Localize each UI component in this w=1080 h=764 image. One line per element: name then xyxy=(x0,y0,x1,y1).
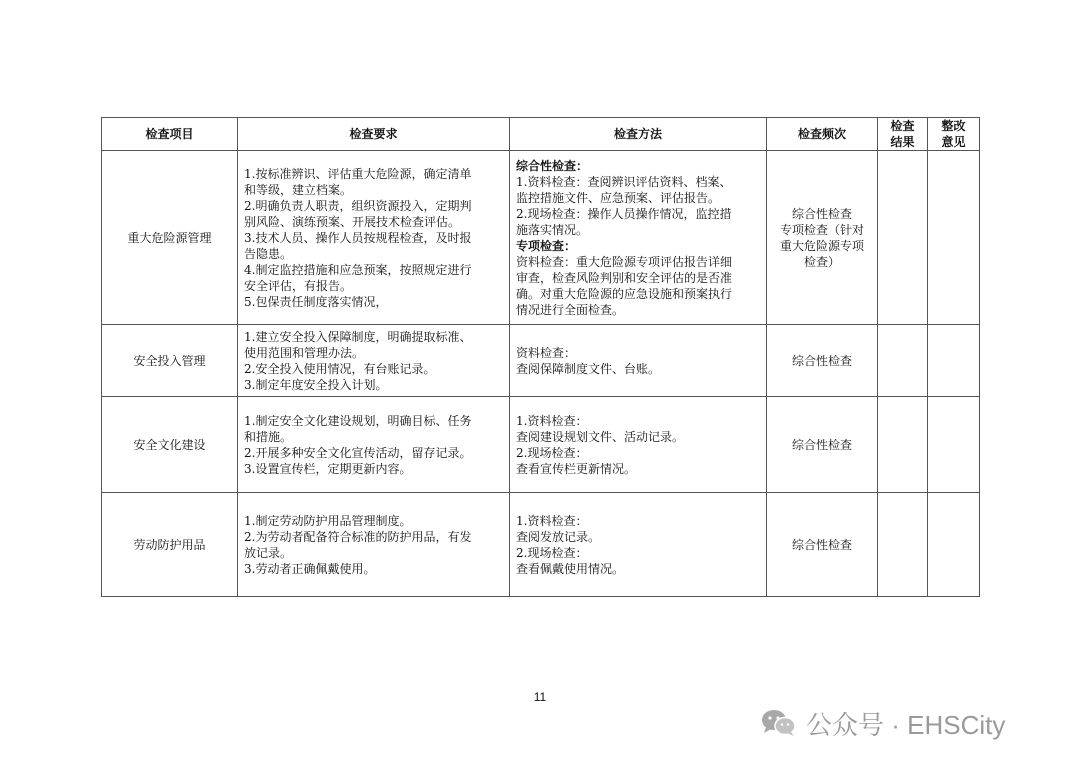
item-cell: 劳动防护用品 xyxy=(102,493,238,597)
method-line: 综合性检查： xyxy=(516,158,589,173)
method-line: 1.资料检查： xyxy=(516,513,588,528)
table-row xyxy=(102,325,980,397)
opinion-cell xyxy=(928,151,980,325)
requirement-line: 3.劳动者正确佩戴使用。 xyxy=(244,561,376,576)
method-cell xyxy=(510,151,767,325)
method-line: 1.资料检查： xyxy=(516,413,588,428)
opinion-cell xyxy=(928,493,980,597)
method-line: 确。对重大危险源的应急设施和预案执行 xyxy=(516,286,733,301)
method-line: 审查，检查风险判别和安全评估的是否准 xyxy=(516,270,733,285)
requirement-cell xyxy=(238,397,510,493)
header-row xyxy=(102,118,980,151)
requirement-line: 使用范围和管理办法。 xyxy=(244,345,365,360)
method-line: 查看宣传栏更新情况。 xyxy=(516,461,637,476)
page-number: 11 xyxy=(533,690,547,704)
requirement-line: 1.按标准辨识、评估重大危险源，确定清单 xyxy=(244,166,472,181)
method-line: 2.现场检查： xyxy=(516,545,588,560)
method-line: 情况进行全面检查。 xyxy=(516,302,625,317)
table-row xyxy=(102,493,980,597)
requirement-line: 放记录。 xyxy=(244,545,293,560)
header-result-line2: 结果 xyxy=(890,135,915,149)
requirement-line: 2.明确负责人职责，组织资源投入，定期判 xyxy=(244,198,472,213)
frequency-line: 专项检查（针对 xyxy=(779,222,864,237)
frequency-line: 检查） xyxy=(803,254,840,269)
method-cell xyxy=(510,397,767,493)
method-line: 施落实情况。 xyxy=(516,222,589,237)
opinion-cell xyxy=(928,397,980,493)
frequency-line: 综合性检查 xyxy=(791,206,852,221)
requirement-line: 1.制定劳动防护用品管理制度。 xyxy=(244,513,412,528)
requirement-cell xyxy=(238,325,510,397)
method-line: 1.资料检查：查阅辨识评估资料、档案、 xyxy=(516,174,732,189)
requirement-cell xyxy=(238,493,510,597)
table-row xyxy=(102,397,980,493)
requirement-line: 3.设置宣传栏，定期更新内容。 xyxy=(244,461,412,476)
frequency-cell xyxy=(767,493,878,597)
requirement-line: 2.安全投入使用情况，有台账记录。 xyxy=(244,361,436,376)
item-cell: 安全投入管理 xyxy=(102,325,238,397)
requirement-line: 和等级，建立档案。 xyxy=(244,182,353,197)
requirement-line: 别风险、演练预案、开展技术检查评估。 xyxy=(244,214,461,229)
requirement-line: 2.为劳动者配备符合标准的防护用品，有发 xyxy=(244,529,472,544)
method-line: 查阅发放记录。 xyxy=(516,529,601,544)
result-cell xyxy=(878,151,928,325)
frequency-line: 综合性检查 xyxy=(791,437,852,452)
header-result xyxy=(878,118,928,151)
requirement-line: 和措施。 xyxy=(244,429,293,444)
method-cell xyxy=(510,325,767,397)
requirement-line: 告隐患。 xyxy=(244,246,293,261)
watermark-text: 公众号 · EHSCity xyxy=(806,709,1006,740)
requirement-line: 1.制定安全文化建设规划，明确目标、任务 xyxy=(244,413,472,428)
method-cell xyxy=(510,493,767,597)
frequency-line: 综合性检查 xyxy=(791,537,852,552)
opinion-cell xyxy=(928,325,980,397)
requirement-cell xyxy=(238,151,510,325)
requirement-line: 安全评估，有报告。 xyxy=(244,278,353,293)
result-cell xyxy=(878,397,928,493)
result-cell xyxy=(878,493,928,597)
inspection-table xyxy=(101,117,980,597)
header-frequency: 检查频次 xyxy=(767,118,878,151)
header-result-line1: 检查 xyxy=(890,119,915,133)
requirement-line: 2.开展多种安全文化宣传活动，留存记录。 xyxy=(244,445,472,460)
table-row xyxy=(102,151,980,325)
method-line: 2.现场检查：操作人员操作情况，监控措 xyxy=(516,206,732,221)
header-opinion-line1: 整改 xyxy=(941,119,966,133)
requirement-line: 4.制定监控措施和应急预案，按照规定进行 xyxy=(244,262,472,277)
item-cell: 安全文化建设 xyxy=(102,397,238,493)
header-method: 检查方法 xyxy=(510,118,767,151)
frequency-cell xyxy=(767,325,878,397)
method-line: 查看佩戴使用情况。 xyxy=(516,561,625,576)
wechat-icon xyxy=(760,708,798,738)
result-cell xyxy=(878,325,928,397)
header-item: 检查项目 xyxy=(102,118,238,151)
frequency-line: 重大危险源专项 xyxy=(779,238,864,253)
requirement-line: 3.技术人员、操作人员按规程检查，及时报 xyxy=(244,230,472,245)
requirement-line: 5.包保责任制度落实情况， xyxy=(244,294,388,309)
frequency-line: 综合性检查 xyxy=(791,353,852,368)
frequency-cell xyxy=(767,151,878,325)
method-line: 监控措施文件、应急预案、评估报告。 xyxy=(516,190,721,205)
frequency-cell xyxy=(767,397,878,493)
header-opinion xyxy=(928,118,980,151)
requirement-line: 1.建立安全投入保障制度，明确提取标准、 xyxy=(244,329,472,344)
header-requirement: 检查要求 xyxy=(238,118,510,151)
item-cell: 重大危险源管理 xyxy=(102,151,238,325)
method-line: 资料检查： xyxy=(516,345,577,360)
requirement-line: 3.制定年度安全投入计划。 xyxy=(244,377,388,392)
method-line: 专项检查： xyxy=(516,238,577,253)
method-line: 查阅保障制度文件、台账。 xyxy=(516,361,661,376)
method-line: 资料检查：重大危险源专项评估报告详细 xyxy=(516,254,733,269)
method-line: 2.现场检查： xyxy=(516,445,588,460)
watermark xyxy=(760,703,1005,743)
header-opinion-line2: 意见 xyxy=(941,135,966,149)
method-line: 查阅建设规划文件、活动记录。 xyxy=(516,429,685,444)
